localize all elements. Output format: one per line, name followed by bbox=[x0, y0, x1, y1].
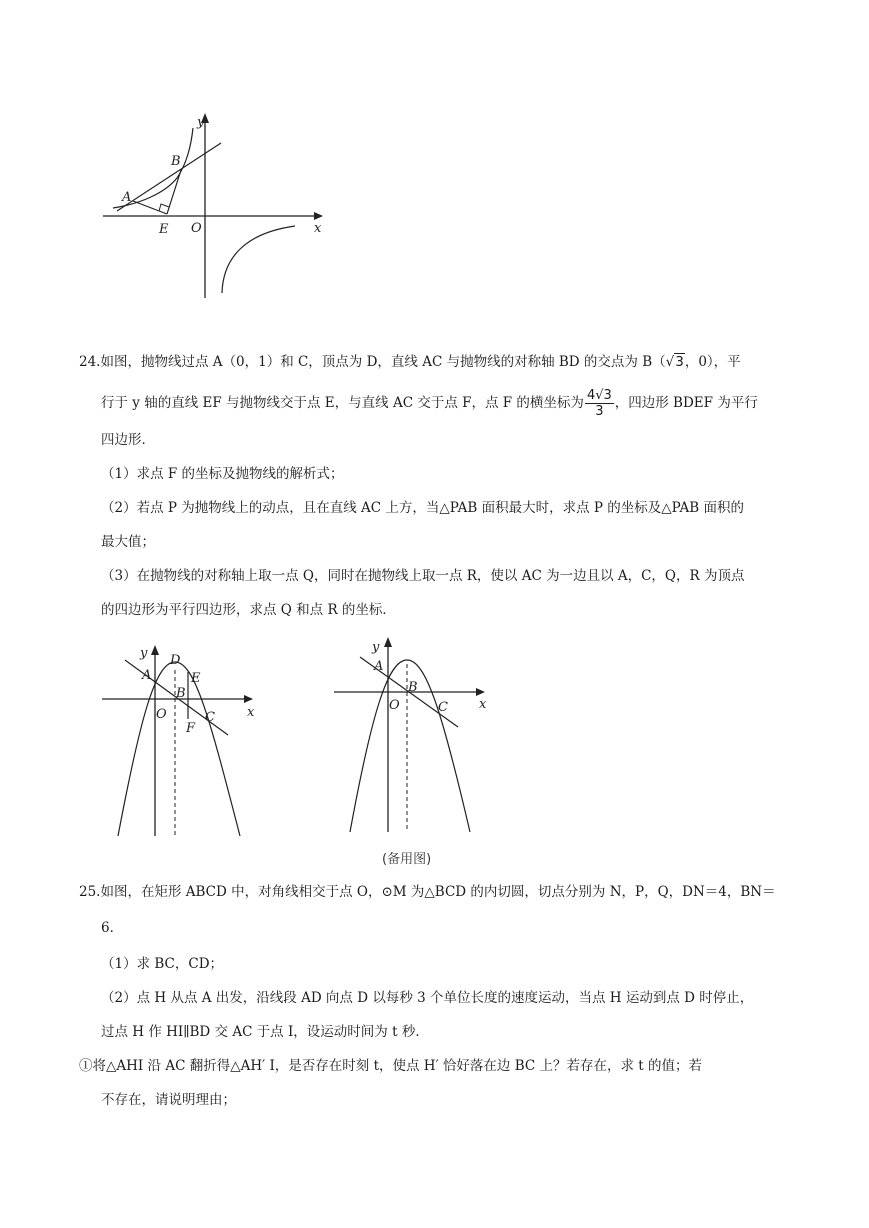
label-o: O bbox=[389, 698, 400, 713]
segment-ae bbox=[133, 201, 167, 214]
q24-part-2-line-2: 最大值； bbox=[101, 534, 155, 550]
x-arrow bbox=[476, 688, 485, 696]
label-y: y bbox=[372, 640, 380, 655]
label-e: E bbox=[191, 671, 201, 686]
q24-part-2-line-1: （2）若点 P 为抛物线上的动点，且在直线 AC 上方，当△PAB 面积最大时，求点 P 的坐标及△PAB 面积的 bbox=[101, 500, 744, 516]
label-a: A bbox=[122, 190, 132, 205]
label-origin: O bbox=[191, 221, 202, 236]
label-b: B bbox=[171, 154, 181, 169]
figure-hyperbola bbox=[95, 108, 335, 308]
x-arrow bbox=[314, 212, 323, 220]
label-a: A bbox=[142, 668, 152, 683]
q25-part-2-line-2: 过点 H 作 HI∥BD 交 AC 于点 I，设运动时间为 t 秒． bbox=[101, 1024, 429, 1040]
label-y: y bbox=[140, 646, 148, 661]
label-x: x bbox=[479, 697, 487, 712]
label-x: x bbox=[247, 705, 255, 720]
label-x: x bbox=[314, 221, 322, 236]
fraction-4root3-over-3: $\frac{4√3}{3}$ bbox=[586, 388, 612, 419]
label-o: O bbox=[156, 707, 167, 722]
label-e: E bbox=[159, 222, 169, 237]
q25-line-2: 6． bbox=[101, 920, 124, 936]
q25-sub-1-line-2: 不存在，请说明理由； bbox=[101, 1092, 236, 1108]
q25-line-1: 25.如图，在矩形 ABCD 中，对角线相交于点 O，⊙M 为△BCD 的内切圆，切点分别为 N，P，Q，DN＝4，BN＝ bbox=[79, 884, 776, 900]
sqrt-3: √3 bbox=[665, 354, 684, 370]
label-c: C bbox=[205, 710, 215, 725]
q24-line-3: 四边形． bbox=[101, 432, 155, 448]
q24-line-2: 行于 y 轴的直线 EF 与抛物线交于点 E，与直线 AC 交于点 F，点 F 的横坐标为 $\frac{4√3}{3}$ ，四边形 BDEF 为平行 bbox=[101, 388, 758, 419]
segment-de bbox=[175, 672, 188, 678]
figure-caption: (备用图) bbox=[382, 852, 432, 867]
label-b: B bbox=[408, 680, 418, 695]
q24-line-1: 24.如图，抛物线过点 A（0，1）和 C，顶点为 D，直线 AC 与抛物线的对称轴 BD 的交点为 B（√3，0），平 bbox=[79, 354, 741, 370]
q25-part-1: （1）求 BC，CD； bbox=[101, 956, 224, 972]
q24-part-3-line-2: 的四边形为平行四边形，求点 Q 和点 R 的坐标． bbox=[101, 602, 396, 618]
q25-part-2-line-1: （2）点 H 从点 A 出发，沿线段 AD 向点 D 以每秒 3 个单位长度的速度运动，当点 H 运动到点 D 时停止， bbox=[101, 990, 754, 1006]
label-d: D bbox=[170, 653, 181, 668]
right-angle-mark bbox=[159, 204, 169, 211]
label-y: y bbox=[197, 115, 205, 130]
q24-part-1: （1）求点 F 的坐标及抛物线的解析式； bbox=[101, 466, 344, 482]
y-arrow bbox=[384, 637, 392, 647]
x-arrow bbox=[244, 695, 253, 703]
y-arrow bbox=[151, 645, 159, 655]
label-f: F bbox=[186, 721, 196, 736]
figure-parabola-backup bbox=[330, 632, 500, 842]
label-a: A bbox=[374, 659, 384, 674]
figure-parabola-main bbox=[100, 640, 270, 845]
q24-part-3-line-1: （3）在抛物线的对称轴上取一点 Q，同时在抛物线上取一点 R，使以 AC 为一边且以 A，C，Q，R 为顶点 bbox=[101, 568, 745, 584]
label-b: B bbox=[176, 686, 186, 701]
label-c: C bbox=[438, 700, 448, 715]
hyperbola-branch-right bbox=[222, 226, 295, 293]
q25-sub-1-line-1: ①将△AHI 沿 AC 翻折得△AH′ I，是否存在时刻 t，使点 H′ 恰好落在边 BC 上？若存在，求 t 的值；若 bbox=[79, 1058, 703, 1074]
